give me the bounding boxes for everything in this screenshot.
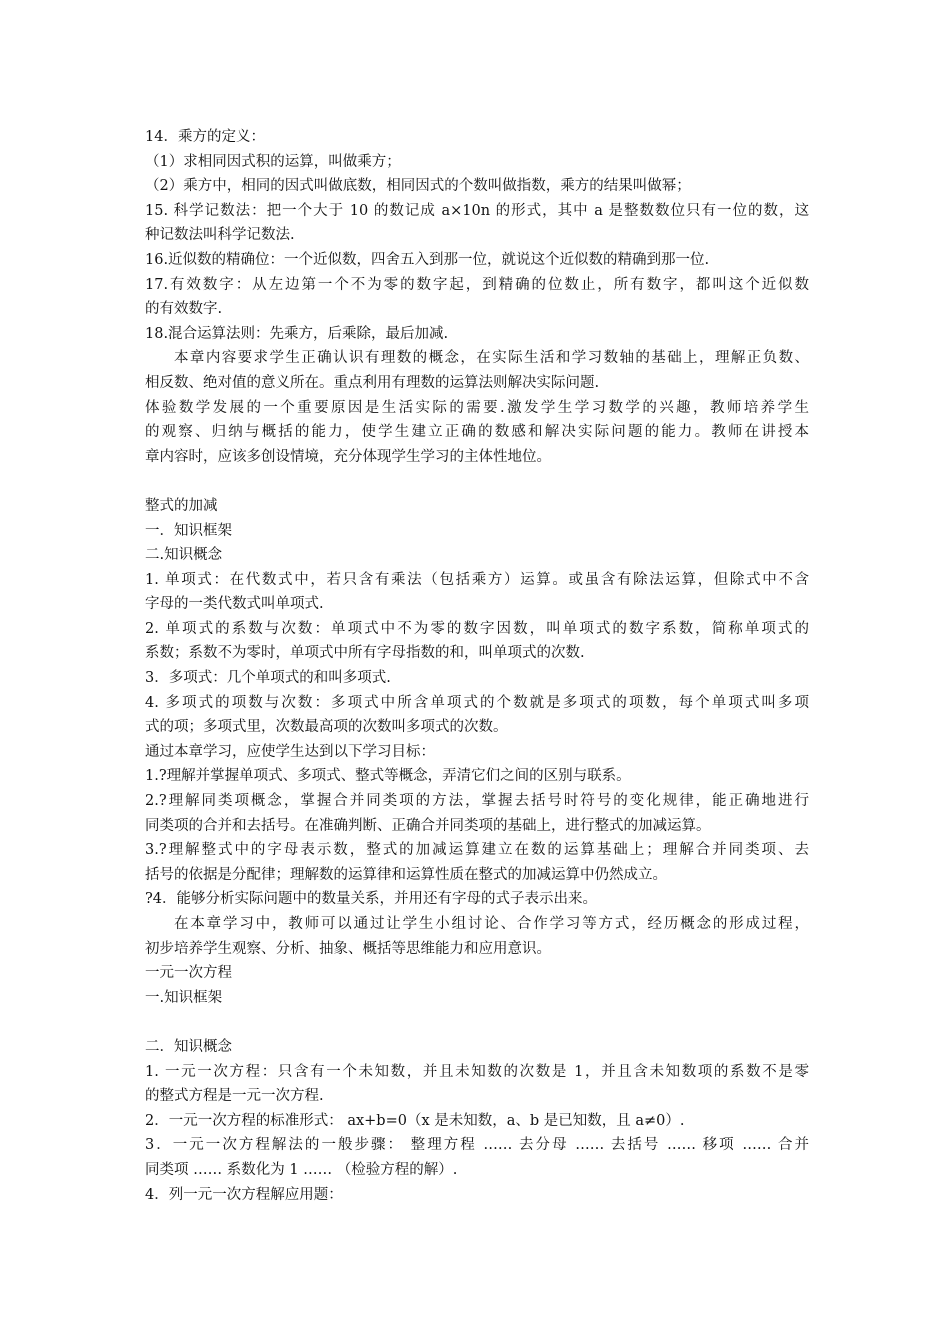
text-line: 1. 一元一次方程：只含有一个未知数，并且未知数的次数是 1，并且含未知数项的系数不是零	[145, 1063, 809, 1080]
text-line: 的观察、归纳与概括的能力，使学生建立正确的数感和解决实际问题的能力。教师在讲授本	[145, 424, 809, 441]
text-line: 二．知识概念	[145, 1038, 232, 1055]
section-heading: 一元一次方程	[145, 965, 232, 982]
text-line: 系数；系数不为零时，单项式中所有字母指数的和，叫单项式的次数.	[145, 645, 585, 662]
text-line: ?4．能够分析实际问题中的数量关系，并用还有字母的式子表示出来。	[145, 891, 597, 908]
text-line: 18.混合运算法则：先乘方，后乘除，最后加减.	[145, 325, 449, 342]
text-line: 17.有效数字：从左边第一个不为零的数字起，到精确的位数止，所有数字，都叫这个近似数	[145, 276, 809, 293]
text-line: 16.近似数的精确位：一个近似数，四舍五入到那一位，就说这个近似数的精确到那一位.	[145, 251, 710, 268]
text-line: 括号的依据是分配律；理解数的运算律和运算性质在整式的加减运算中仍然成立。	[145, 866, 667, 883]
text-line: 的整式方程是一元一次方程.	[145, 1088, 324, 1105]
text-line: 字母的一类代数式叫单项式.	[145, 596, 324, 613]
text-line: 一.知识框架	[145, 989, 223, 1006]
text-line: 1. 单项式：在代数式中，若只含有乘法（包括乘方）运算。或虽含有除法运算，但除式中不含	[145, 571, 809, 588]
text-line: 2. 单项式的系数与次数：单项式中不为零的数字因数，叫单项式的数字系数，简称单项式的	[145, 620, 809, 637]
text-line: 同类项 …… 系数化为 1 …… （检验方程的解）.	[145, 1161, 458, 1178]
text-line: 2．一元一次方程的标准形式： ax+b=0（x 是未知数，a、b 是已知数，且 a≠0）.	[145, 1112, 685, 1129]
section-heading: 整式的加减	[145, 497, 218, 514]
text-line: 在本章学习中，教师可以通过让学生小组讨论、合作学习等方式，经历概念的形成过程，	[174, 916, 809, 932]
text-line: 二.知识概念	[145, 547, 223, 564]
text-line: 14．乘方的定义：	[145, 129, 265, 145]
text-line: 3．多项式：几个单项式的和叫多项式.	[145, 670, 391, 687]
text-line: 种记数法叫科学记数法.	[145, 227, 295, 244]
text-line: 的有效数字.	[145, 301, 223, 318]
text-line: （2）乘方中，相同的因式叫做底数，相同因式的个数叫做指数，乘方的结果叫做幂；	[145, 178, 691, 195]
text-line: 15. 科学记数法：把一个大于 10 的数记成 a×10n 的形式，其中 a 是整数数位只有一位的数，这	[145, 202, 809, 219]
text-line: 3.?理解整式中的字母表示数，整式的加减运算建立在数的运算基础上；理解合并同类项、去	[145, 842, 809, 859]
text-line: 4．列一元一次方程解应用题：	[145, 1186, 343, 1203]
text-line: 3．一元一次方程解法的一般步骤： 整理方程 …… 去分母 …… 去括号 …… 移项 …… 合并	[145, 1137, 809, 1154]
text-line: 章内容时，应该多创设情境，充分体现学生学习的主体性地位。	[145, 448, 551, 465]
text-line: 1.?理解并掌握单项式、多项式、整式等概念，弄清它们之间的区别与联系。	[145, 768, 631, 785]
text-line: 式的项；多项式里，次数最高项的次数叫多项式的次数。	[145, 719, 508, 736]
text-line: 一．知识框架	[145, 522, 232, 539]
text-line: 本章内容要求学生正确认识有理数的概念，在实际生活和学习数轴的基础上，理解正负数、	[174, 350, 809, 367]
text-line: （1）求相同因式积的运算，叫做乘方；	[145, 153, 401, 170]
blank-line	[145, 469, 809, 494]
text-line: 体验数学发展的一个重要原因是生活实际的需要.激发学生学习数学的兴趣，教师培养学生	[145, 399, 809, 416]
text-line: 相反数、绝对值的意义所在。重点利用有理数的运算法则解决实际问题.	[145, 374, 600, 391]
text-line: 初步培养学生观察、分析、抽象、概括等思维能力和应用意识。	[145, 940, 551, 957]
text-line: 2.?理解同类项概念，掌握合并同类项的方法，掌握去括号时符号的变化规律，能正确地进行	[145, 793, 809, 810]
text-line: 同类项的合并和去括号。在准确判断、正确合并同类项的基础上，进行整式的加减运算。	[145, 817, 711, 834]
document-page	[145, 125, 809, 1207]
blank-line	[145, 1010, 809, 1035]
text-line: 通过本章学习，应使学生达到以下学习目标：	[145, 743, 435, 760]
text-line: 4. 多项式的项数与次数：多项式中所含单项式的个数就是多项式的项数，每个单项式叫多项	[145, 694, 809, 711]
